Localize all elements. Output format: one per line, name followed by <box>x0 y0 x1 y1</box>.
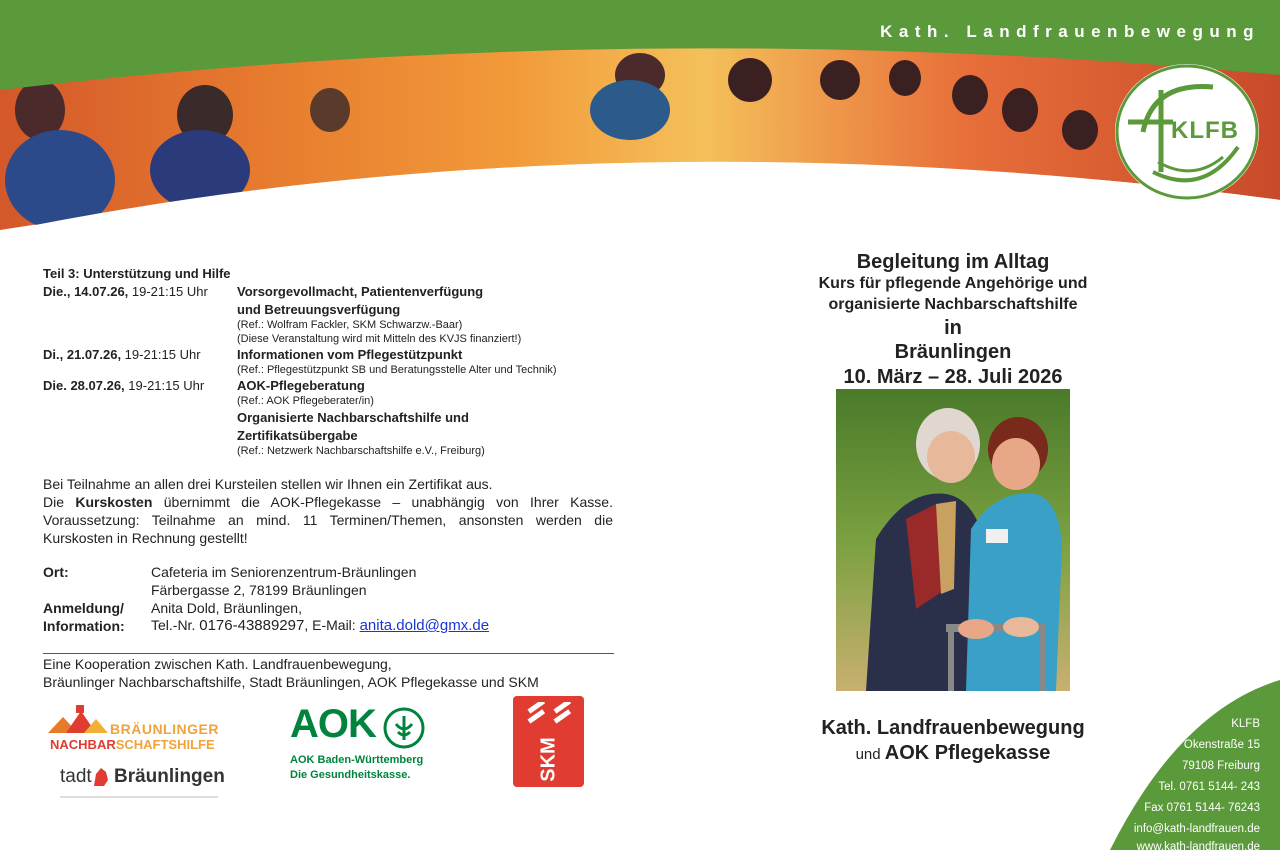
session-3-ref: (Ref.: AOK Pflegeberater/in) <box>237 395 374 407</box>
cost-text-c: übernimmt die AOK-Pflegekasse – unabhängig von Ihrer Kasse. Voraussetzung: Teilnahme an mind. 11 Terminen/Themen, ansonsten werden die Kurskosten in Rechnung gestellt! <box>43 494 613 546</box>
anmeldung-label: Anmeldung/ <box>43 600 124 616</box>
teil3-heading: Teil 3: Unterstützung und Hilfe <box>43 266 231 281</box>
ort-line-1: Cafeteria im Seniorenzentrum-Bräunlingen <box>151 564 417 580</box>
session-3-title: AOK-Pflegeberatung <box>237 378 365 393</box>
divider <box>43 653 614 654</box>
skm-text: SKM <box>537 737 560 782</box>
address-city: 79108 Freiburg <box>1182 760 1260 772</box>
ort-label: Ort: <box>43 564 69 580</box>
session-2-date: Di., 21.07.26, <box>43 347 122 362</box>
session-4-ref: (Ref.: Netzwerk Nachbarschaftshilfe e.V., Freiburg) <box>237 445 485 457</box>
aok-tree-icon <box>382 706 426 750</box>
org-line-2 <box>783 741 1123 767</box>
title-line-4: in <box>944 317 962 339</box>
nbh-line-1: BRÄUNLINGER <box>110 721 219 737</box>
ort-line-2: Färbergasse 2, 78199 Bräunlingen <box>151 582 367 598</box>
address-fax: Fax 0761 5144- 76243 <box>1144 802 1260 814</box>
session-1-time: 19-21:15 Uhr <box>128 284 208 299</box>
email-prefix: , E-Mail: <box>304 617 360 633</box>
session-2-datetime <box>43 347 201 363</box>
stadt-prefix: tadt <box>60 766 92 787</box>
nbh-line-2b: SCHAFTSHILFE <box>115 737 215 752</box>
session-4-title-1: Organisierte Nachbarschaftshilfe und <box>237 410 469 425</box>
session-4-title-2: Zertifikatsübergabe <box>237 428 358 443</box>
title-line-5: Bräunlingen <box>894 341 1012 363</box>
stadt-underline <box>60 796 218 798</box>
session-1-note: (Diese Veranstaltung wird mit Mitteln des KVJS finanziert!) <box>237 333 522 345</box>
session-1-datetime <box>43 284 208 300</box>
session-3-datetime <box>43 378 204 394</box>
address-email[interactable]: info@kath-landfrauen.de <box>1133 823 1260 835</box>
tel-prefix: Tel.-Nr. <box>151 617 200 633</box>
session-1-title-2: und Betreuungsverfügung <box>237 302 401 317</box>
information-label: Information: <box>43 618 125 634</box>
session-3-date: Die. 28.07.26, <box>43 378 125 393</box>
nachbarschaftshilfe-logo <box>48 703 218 755</box>
cooperation-line-2: Bräunlinger Nachbarschaftshilfe, Stadt Bräunlingen, AOK Pflegekasse und SKM <box>43 674 539 690</box>
nbh-line-2 <box>50 737 215 752</box>
aok-sub-1: AOK Baden-Württemberg <box>290 754 424 766</box>
org-line-2b: AOK Pflegekasse <box>884 742 1051 764</box>
title-line-2: Kurs für pflegende Angehörige und <box>818 275 1088 292</box>
skm-logo <box>513 696 584 787</box>
session-1-ref: (Ref.: Wolfram Fackler, SKM Schwarzw.-Baar) <box>237 319 463 331</box>
stadt-name: Bräunlingen <box>114 766 225 787</box>
title-line-1: Begleitung im Alltag <box>856 251 1050 273</box>
session-1-date: Die., 14.07.26, <box>43 284 129 299</box>
address-name: KLFB <box>1231 718 1260 730</box>
cooperation-line-1: Eine Kooperation zwischen Kath. Landfrauenbewegung, <box>43 656 392 672</box>
klfb-logo-text: KLFB <box>1171 117 1239 144</box>
title-line-3: organisierte Nachbarschaftshilfe <box>828 296 1078 313</box>
cost-text <box>43 493 613 547</box>
session-2-time: 19-21:15 Uhr <box>121 347 201 362</box>
tel-number: 0176-43889297 <box>199 617 305 634</box>
aok-wordmark: AOK <box>290 702 376 746</box>
nbh-line-2a: NACHBAR <box>50 737 116 752</box>
certificate-text: Bei Teilnahme an allen drei Kursteilen stellen wir Ihnen ein Zertifikat aus. <box>43 476 493 492</box>
org-line-2a: und <box>855 746 885 763</box>
session-2-ref: (Ref.: Pflegestützpunkt SB und Beratungsstelle Alter und Technik) <box>237 364 557 376</box>
session-3-time: 19-21:15 Uhr <box>124 378 205 393</box>
info-paragraph <box>43 475 613 547</box>
session-2-title: Informationen vom Pflegestützpunkt <box>237 347 463 362</box>
contact-line <box>151 616 489 635</box>
org-line-1: Kath. Landfrauenbewegung <box>821 717 1085 739</box>
klfb-logo <box>1113 62 1261 202</box>
address-tel: Tel. 0761 5144- 243 <box>1158 781 1260 793</box>
email-link[interactable]: anita.dold@gmx.de <box>359 617 490 634</box>
header-title: Kath. Landfrauenbewegung <box>880 22 1260 41</box>
aok-sub-2: Die Gesundheitskasse. <box>290 769 411 781</box>
stadt-braeunlingen-logo <box>60 766 225 806</box>
cost-text-a: Die <box>43 494 76 510</box>
cost-text-bold: Kurskosten <box>75 494 153 510</box>
address-street: Okenstraße 15 <box>1183 739 1260 751</box>
lion-icon <box>90 766 112 788</box>
title-line-6: 10. März – 28. Juli 2026 <box>843 366 1063 388</box>
session-1-title-1: Vorsorgevollmacht, Patientenverfügung <box>237 284 484 299</box>
anmeldung-value: Anita Dold, Bräunlingen, <box>151 600 302 616</box>
address-web[interactable]: www.kath-landfrauen.de <box>1136 841 1260 853</box>
houses-icon <box>48 703 108 733</box>
aok-logo <box>290 702 450 786</box>
caregiver-photo <box>836 389 1070 691</box>
